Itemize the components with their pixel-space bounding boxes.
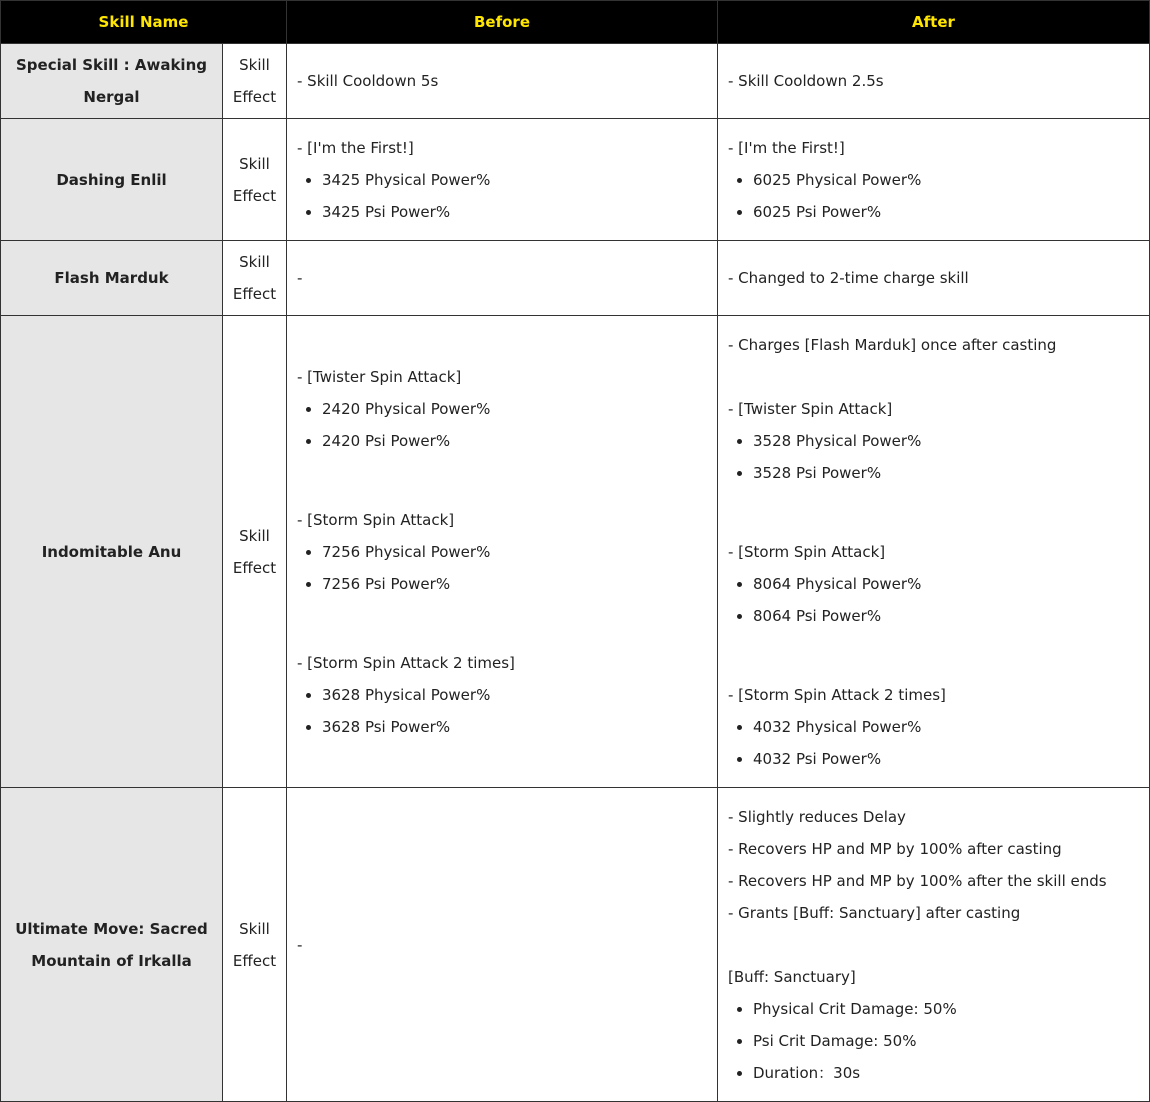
skill-name-cell [1, 241, 223, 316]
skill-type: Skill [239, 526, 270, 545]
after-line: - Recovers HP and MP by 100% after casting [728, 839, 1062, 858]
after-list [728, 993, 1139, 1089]
list-item: • 3628 Psi Power% [322, 711, 707, 743]
after-cell [718, 119, 1150, 241]
before-line: - [Twister Spin Attack] [297, 367, 462, 386]
after-list [728, 425, 1139, 489]
skill-type-cell [223, 119, 287, 241]
list-item: • 4032 Physical Power% [753, 711, 1139, 743]
table-row [1, 119, 1150, 241]
before-cell [287, 788, 718, 1102]
skill-type: Effect [232, 951, 277, 970]
before-line: - [Storm Spin Attack] [297, 510, 455, 529]
after-list [728, 568, 1139, 632]
spacer [728, 361, 1139, 393]
skill-name: Mountain of Irkalla [31, 951, 192, 970]
table-row [1, 788, 1150, 1102]
table-row [1, 316, 1150, 788]
skill-name: Flash Marduk [54, 269, 169, 287]
skill-type-cell [223, 241, 287, 316]
after-line: - [Storm Spin Attack 2 times] [728, 685, 946, 704]
list-item: • 6025 Psi Power% [753, 196, 1139, 228]
skill-name-cell [1, 316, 223, 788]
spacer [297, 457, 707, 504]
list-item: • 6025 Physical Power% [753, 164, 1139, 196]
skill-name-cell [1, 788, 223, 1102]
list-item: • 8064 Psi Power% [753, 600, 1139, 632]
after-line: - Changed to 2-time charge skill [728, 269, 969, 287]
before-list [297, 164, 707, 228]
before-line: - [I'm the First!] [297, 138, 414, 157]
header-after: After [718, 1, 1150, 44]
skill-type-cell [223, 44, 287, 119]
skill-name: Special Skill : Awaking [15, 56, 207, 74]
spacer [728, 929, 1139, 961]
spacer [728, 489, 1139, 536]
skill-type: Skill [239, 154, 270, 173]
spacer [728, 632, 1139, 679]
after-line: [Buff: Sanctuary] [728, 967, 856, 986]
before-cell [287, 316, 718, 788]
list-item: • 4032 Psi Power% [753, 743, 1139, 775]
after-line: - [Storm Spin Attack] [728, 542, 886, 561]
before-list [297, 393, 707, 457]
list-item: • 7256 Physical Power% [322, 536, 707, 568]
skill-name: Ultimate Move: Sacred [15, 919, 208, 938]
skill-type: Skill [239, 919, 270, 938]
after-list [728, 711, 1139, 775]
after-line: - [Twister Spin Attack] [728, 399, 893, 418]
before-cell [287, 241, 718, 316]
before-line: - [297, 935, 303, 954]
header-before: Before [287, 1, 718, 44]
list-item: • Physical Crit Damage: 50% [753, 993, 1139, 1025]
skill-name: Indomitable Anu [41, 542, 182, 561]
before-line: - Skill Cooldown 5s [297, 72, 439, 90]
header-skill-name: Skill Name [1, 1, 287, 44]
skill-type: Skill [239, 56, 270, 74]
skill-name: Nergal [83, 88, 140, 106]
after-list [728, 164, 1139, 228]
after-line: - Charges [Flash Marduk] once after casting [728, 335, 1057, 354]
skill-name-cell [1, 119, 223, 241]
skill-type: Effect [232, 88, 277, 106]
list-item: • 3528 Psi Power% [753, 457, 1139, 489]
header-row [1, 1, 1150, 44]
before-line: - [297, 269, 303, 287]
skill-type: Effect [232, 186, 277, 205]
after-cell [718, 316, 1150, 788]
list-item: • Psi Crit Damage: 50% [753, 1025, 1139, 1057]
after-cell [718, 241, 1150, 316]
list-item: • 2420 Physical Power% [322, 393, 707, 425]
skill-type: Effect [232, 285, 277, 303]
list-item: • Duration：30s [753, 1057, 1139, 1089]
list-item: • 2420 Psi Power% [322, 425, 707, 457]
skill-type-cell [223, 316, 287, 788]
after-line: - [I'm the First!] [728, 138, 845, 157]
skill-type: Skill [239, 253, 270, 271]
skill-type: Effect [232, 558, 277, 577]
after-line: - Slightly reduces Delay [728, 807, 906, 826]
list-item: • 8064 Physical Power% [753, 568, 1139, 600]
after-cell [718, 788, 1150, 1102]
after-line: - Recovers HP and MP by 100% after the skill ends [728, 871, 1107, 890]
list-item: • 3628 Physical Power% [322, 679, 707, 711]
list-item: • 3425 Physical Power% [322, 164, 707, 196]
before-cell [287, 44, 718, 119]
after-line: - Grants [Buff: Sanctuary] after casting [728, 903, 1021, 922]
before-cell [287, 119, 718, 241]
after-line: - Skill Cooldown 2.5s [728, 72, 884, 90]
list-item: • 3528 Physical Power% [753, 425, 1139, 457]
before-list [297, 679, 707, 743]
skill-name-cell [1, 44, 223, 119]
table-row [1, 44, 1150, 119]
skill-type-cell [223, 788, 287, 1102]
before-line: - [Storm Spin Attack 2 times] [297, 653, 515, 672]
list-item: • 7256 Psi Power% [322, 568, 707, 600]
after-cell [718, 44, 1150, 119]
table-row [1, 241, 1150, 316]
before-list [297, 536, 707, 600]
skill-name: Dashing Enlil [56, 170, 167, 189]
spacer [297, 600, 707, 647]
list-item: • 3425 Psi Power% [322, 196, 707, 228]
